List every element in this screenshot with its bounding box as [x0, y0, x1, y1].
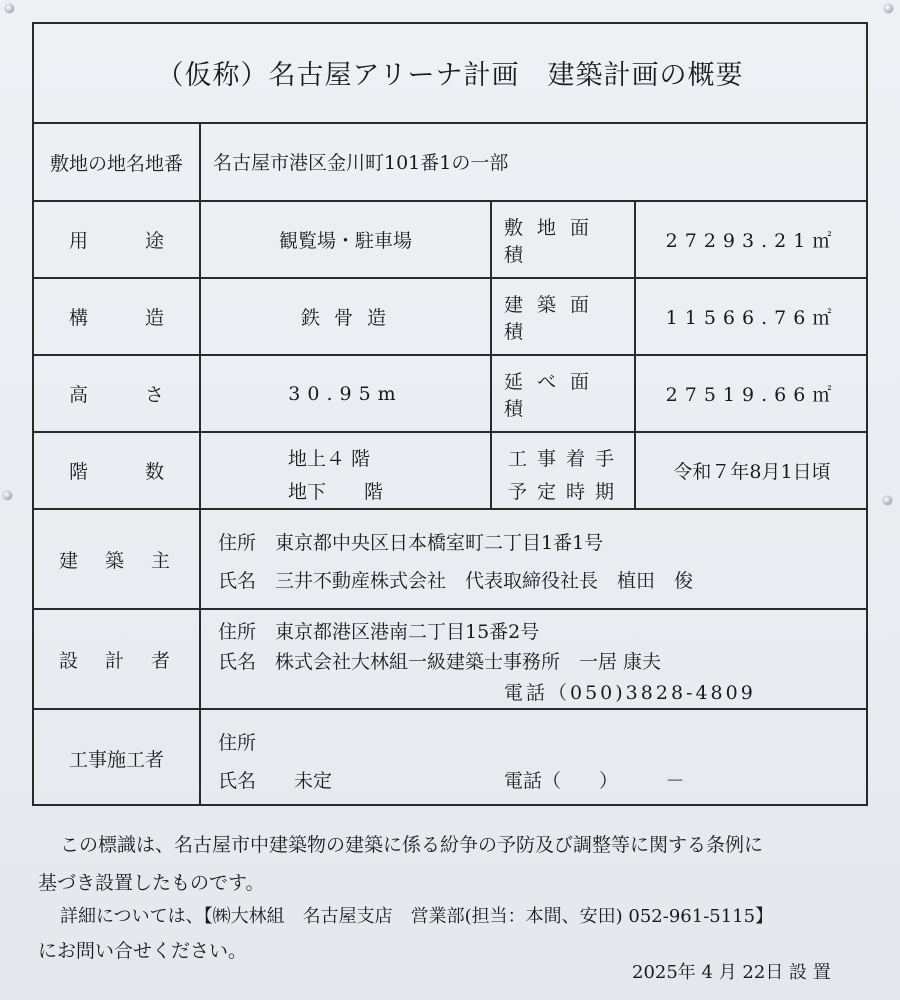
start-label-1: 工事着手 [508, 448, 625, 470]
designer-name: 氏名 株式会社大林組一級建築士事務所 一居 康夫 [218, 651, 662, 673]
site-area-value: 27293.21㎡ [665, 230, 839, 252]
contractor-name: 氏名 未定 [218, 770, 333, 792]
designer-phone: 電話（050)3828-4809 [504, 682, 756, 704]
screw-icon [5, 4, 14, 13]
height-label: 高 さ [68, 384, 164, 406]
structure-value: 鉄 骨 造 [300, 307, 391, 329]
owner-name: 氏名 三井不動産株式会社 代表取締役社長 植田 俊 [218, 570, 694, 592]
floors-label: 階 数 [68, 461, 164, 483]
use-label: 用 途 [68, 230, 164, 252]
start-value: 令和７年8月1日頃 [673, 461, 831, 483]
notice-line-1: この標識は、名古屋市中建築物の建築に係る紛争の予防及び調整等に関する条例に [60, 834, 764, 856]
notice-line-2: 基づき設置したものです。 [38, 872, 265, 894]
notice-line-4: にお問い合せください。 [38, 940, 248, 962]
site-area-label: 敷地面積 [504, 216, 604, 266]
height-value: 30.95m [288, 382, 403, 405]
start-label-2: 予定時期 [508, 481, 625, 503]
designer-address: 住所 東京都港区港南二丁目15番2号 [218, 621, 540, 643]
screw-icon [3, 491, 12, 500]
owner-address: 住所 東京都中央区日本橋室町二丁目1番1号 [218, 532, 604, 554]
site-value: 名古屋市港区金川町101番1の一部 [213, 152, 509, 174]
owner-label: 建 築 主 [58, 549, 174, 572]
notice-line-3: 詳細については、【㈱大林組 名古屋支店 営業部(担当：本間、安田) 052-961-5115】 [60, 906, 774, 927]
page-title: （仮称）名古屋アリーナ計画 建築計画の概要 [156, 60, 744, 91]
install-date: 2025年 4 月 22日 設 置 [632, 962, 831, 983]
designer-label: 設 計 者 [58, 649, 174, 672]
screw-icon [884, 4, 893, 13]
contractor-label: 工事施工者 [68, 748, 164, 771]
building-area-label: 建築面積 [504, 293, 604, 343]
use-value: 観覧場・駐車場 [278, 230, 412, 252]
floor-area-label: 延べ面積 [504, 370, 604, 420]
floors-above: 地上４ 階 [288, 448, 371, 470]
building-area-value: 11566.76㎡ [665, 307, 839, 329]
structure-label: 構 造 [68, 307, 164, 329]
screw-icon [883, 496, 892, 505]
floor-area-value: 27519.66㎡ [665, 384, 839, 406]
floors-below: 地下 階 [288, 481, 384, 503]
contractor-address: 住所 [218, 732, 257, 754]
contractor-phone: 電話（ ） － [504, 770, 685, 792]
site-label: 敷地の地名地番 [49, 152, 183, 175]
